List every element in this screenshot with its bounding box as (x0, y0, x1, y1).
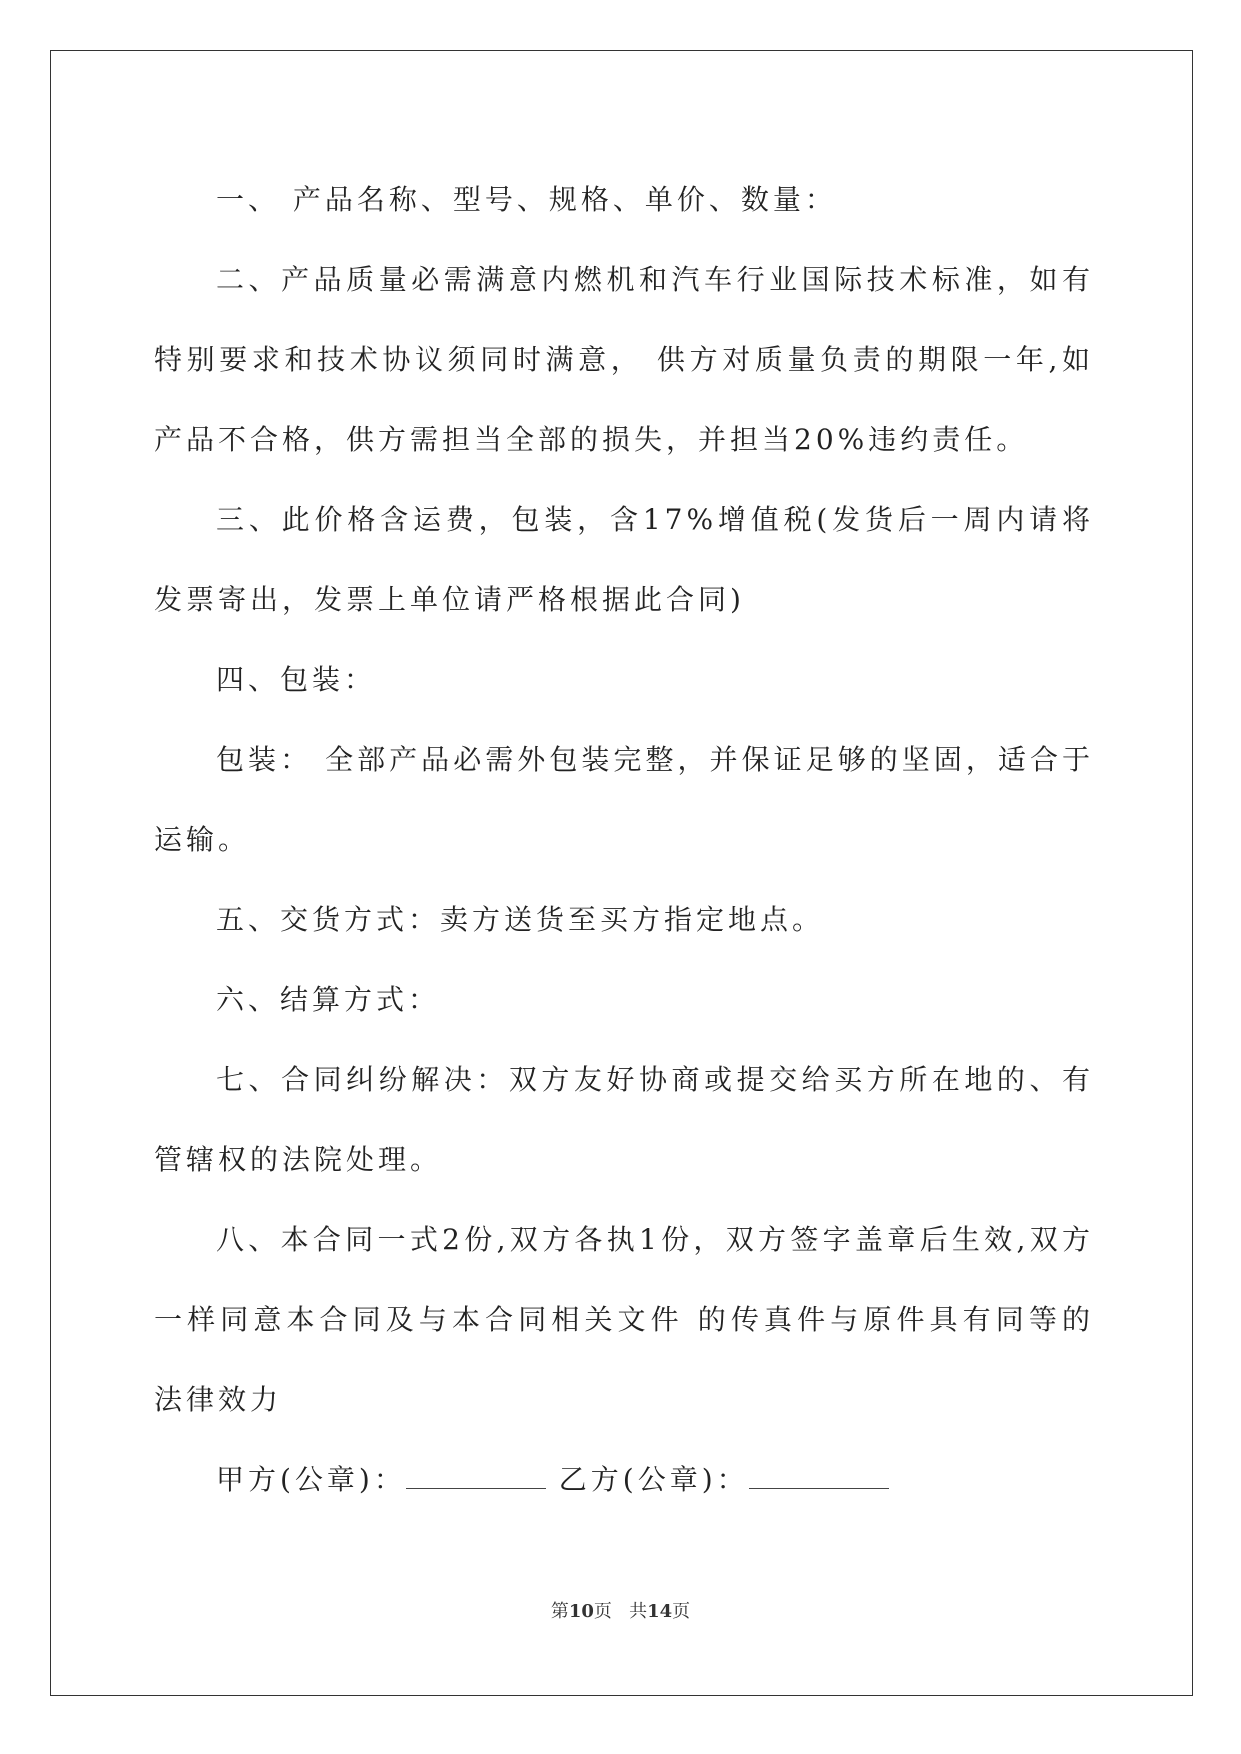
page-footer (0, 1597, 1241, 1623)
current-page-number: 10 (568, 1601, 594, 1622)
signature-line (154, 1440, 1094, 1520)
party-b-label: 乙方(公章)： (558, 1463, 749, 1496)
clause-5: 五、交货方式：卖方送货至买方指定地点。 (216, 903, 825, 936)
document-body (154, 160, 1094, 1520)
footer-page-word: 页 (593, 1601, 612, 1622)
party-a-label: 甲方(公章)： (216, 1463, 406, 1496)
clause-7: 七、合同纠纷解决：双方友好协商或提交给买方所在地的、有管辖权的法院处理。 (154, 1063, 1094, 1176)
party-a-blank (406, 1466, 546, 1489)
footer-total-prefix: 共 (629, 1601, 648, 1622)
clause-3: 三、此价格含运费，包装，含17%增值税(发货后一周内请将发票寄出，发票上单位请严格根据此合同) (154, 503, 1094, 616)
clause-2: 二、产品质量必需满意内燃机和汽车行业国际技术标准，如有特别要求和技术协议须同时满意， 供方对质量负责的期限一年,如产品不合格，供方需担当全部的损失，并担当20%违约责任。 (154, 263, 1094, 456)
footer-total-suffix: 页 (672, 1601, 691, 1622)
clause-8: 八、本合同一式2份,双方各执1份，双方签字盖章后生效,双方一样同意本合同及与本合同相关文件 的传真件与原件具有同等的法律效力 (154, 1223, 1094, 1416)
clause-1: 一、 产品名称、型号、规格、单价、数量： (216, 183, 837, 216)
packaging-detail: 包装： 全部产品必需外包装完整，并保证足够的坚固，适合于运输。 (154, 743, 1094, 856)
footer-prefix: 第 (550, 1601, 569, 1622)
party-b-blank (749, 1466, 889, 1489)
total-pages-number: 14 (647, 1601, 673, 1622)
clause-4: 四、包装： (216, 663, 377, 696)
clause-6: 六、结算方式： (216, 983, 441, 1016)
